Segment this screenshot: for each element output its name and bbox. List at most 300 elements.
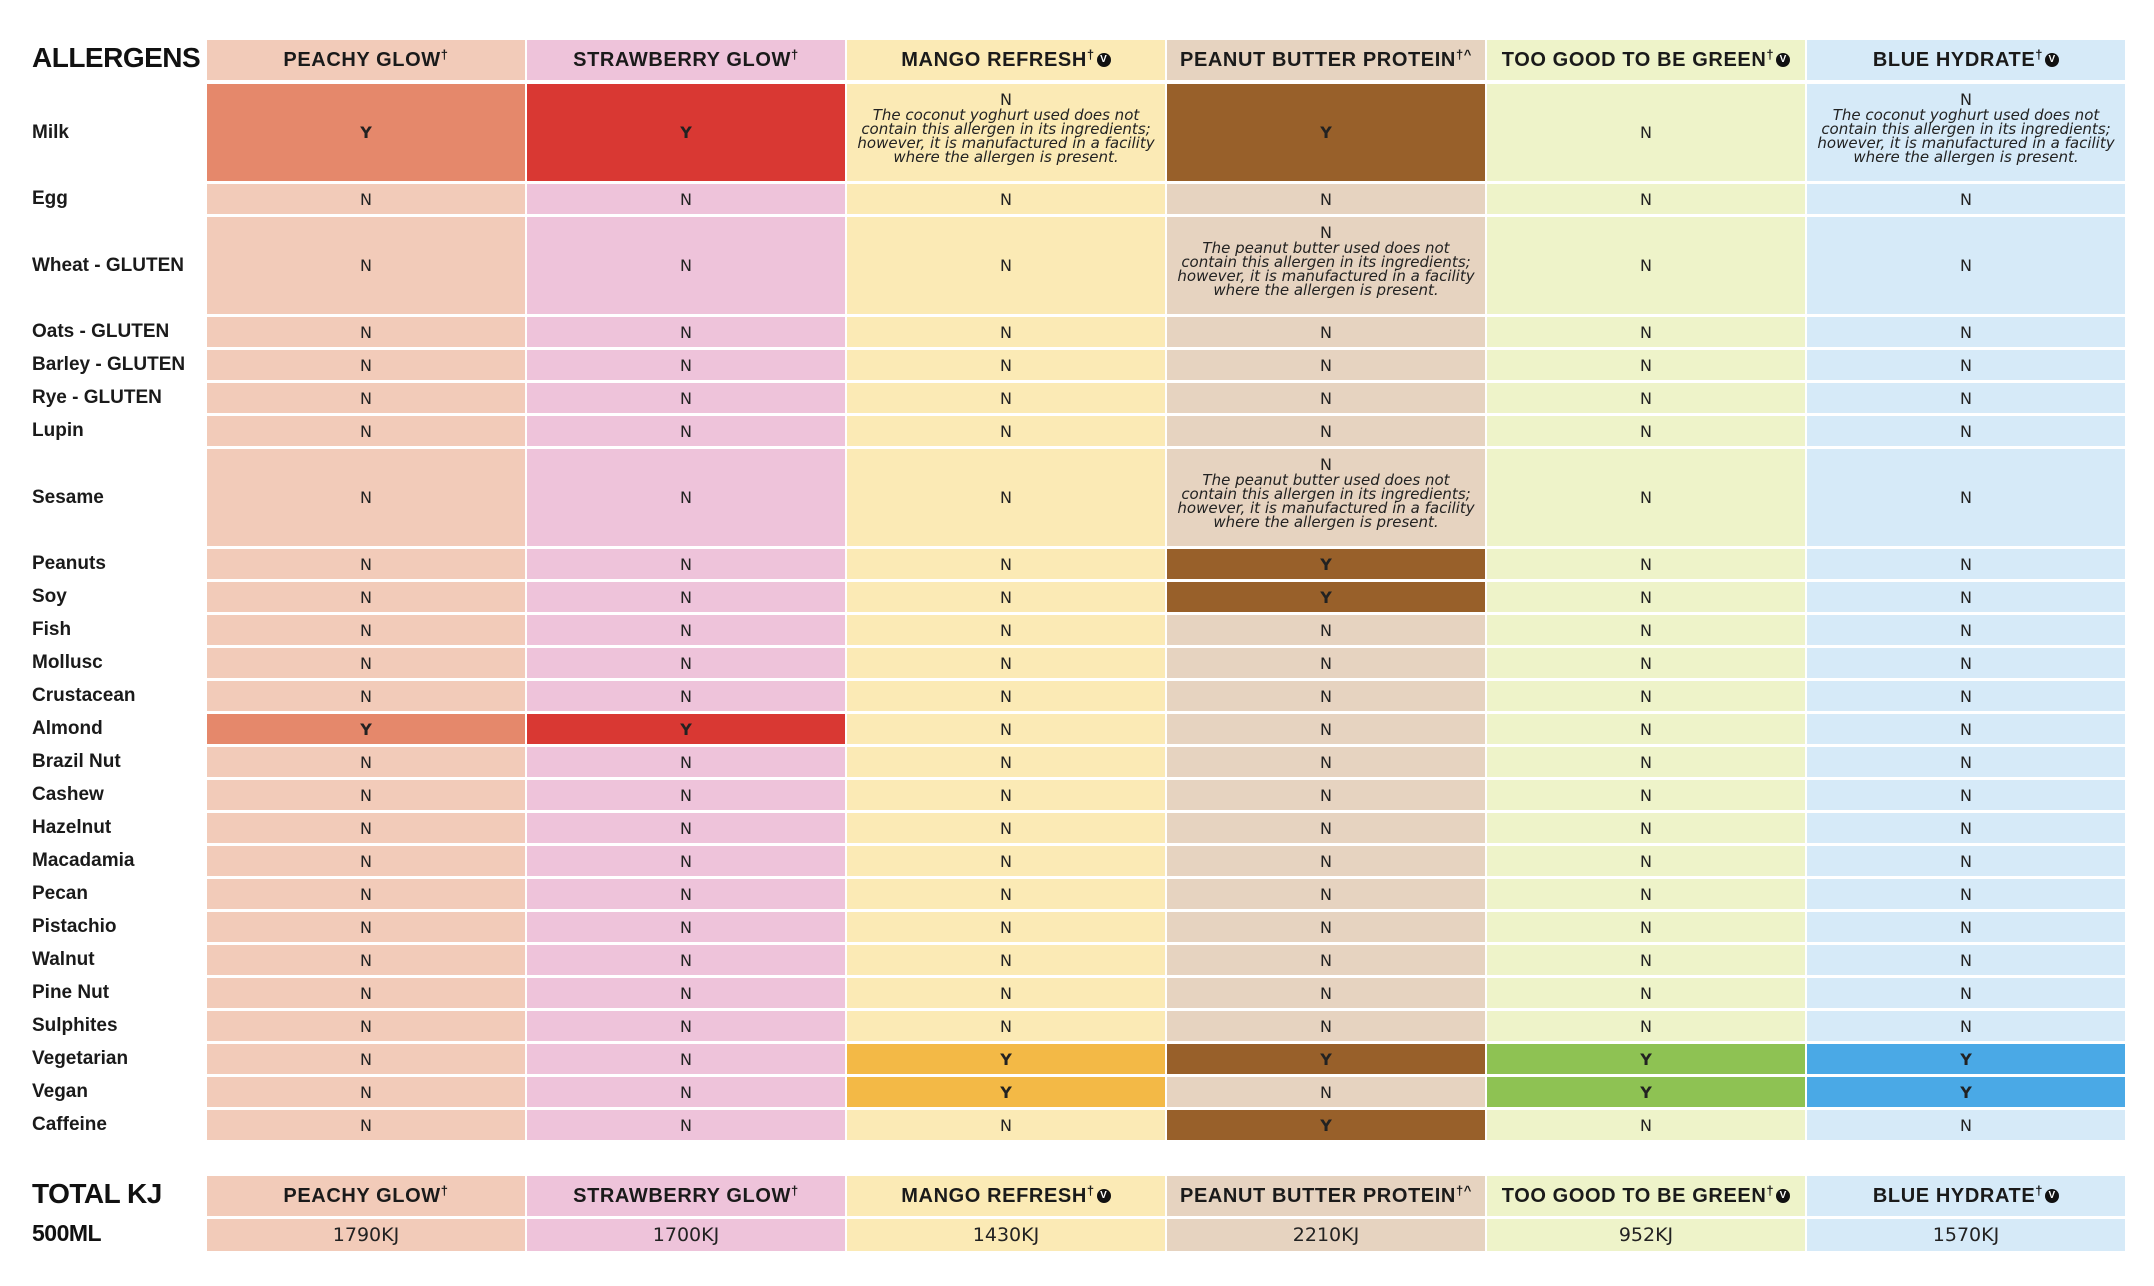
- kj-value-cell: 1700KJ: [527, 1219, 845, 1251]
- allergen-label: Vegetarian: [32, 1048, 129, 1069]
- kj-column-header: [527, 1176, 845, 1216]
- allergen-cell: [207, 549, 525, 579]
- cell-value: N: [1320, 785, 1332, 805]
- cell-value: N: [1960, 554, 1972, 574]
- allergen-cell: [1807, 582, 2125, 612]
- allergen-cell: [207, 813, 525, 843]
- cell-value: N: [360, 653, 372, 673]
- allergen-cell: [847, 879, 1165, 909]
- cell-value: N: [1960, 1016, 1972, 1036]
- allergen-cell: [1167, 1044, 1485, 1074]
- cell-note: The coconut yoghurt used does not contain this allergen in its ingredients; however, it is manufactured in a facility where the allergen is present.: [1817, 106, 2115, 166]
- allergen-label: Macadamia: [32, 850, 135, 871]
- allergen-cell: [1807, 879, 2125, 909]
- cell-value: N: [360, 587, 372, 607]
- allergen-cell: [527, 681, 845, 711]
- allergen-label: Barley - GLUTEN: [32, 354, 186, 375]
- allergen-cell: [527, 1077, 845, 1107]
- allergen-cell: [1167, 1011, 1485, 1041]
- cell-value: N: [360, 189, 372, 209]
- cell-note: The coconut yoghurt used does not contain this allergen in its ingredients; however, it is manufactured in a facility where the allergen is present.: [857, 106, 1155, 166]
- vegan-icon: V: [1776, 53, 1790, 67]
- allergen-cell: [527, 912, 845, 942]
- column-name: MANGO REFRESH: [901, 48, 1087, 71]
- allergen-cell: [1167, 945, 1485, 975]
- cell-value: N: [680, 421, 692, 441]
- allergen-cell: [1807, 1011, 2125, 1041]
- allergen-cell: [527, 582, 845, 612]
- cell-value: N: [360, 752, 372, 772]
- column-marks: †: [791, 46, 799, 62]
- cell-value: N: [1960, 421, 1972, 441]
- vegan-icon: V: [1776, 1189, 1790, 1203]
- column-name: MANGO REFRESH: [901, 1184, 1087, 1207]
- cell-value: N: [1640, 554, 1652, 574]
- allergens-column-header: [1487, 40, 1805, 80]
- allergen-label: Egg: [32, 188, 68, 209]
- allergen-label: Milk: [32, 121, 69, 143]
- allergen-cell: [1487, 1044, 1805, 1074]
- cell-value: N: [680, 917, 692, 937]
- allergen-cell: [847, 383, 1165, 413]
- cell-value: N: [1000, 686, 1012, 706]
- allergen-cell: [1487, 813, 1805, 843]
- allergen-cell: [527, 879, 845, 909]
- allergen-cell: [207, 945, 525, 975]
- allergen-cell: [207, 615, 525, 645]
- cell-value: N: [1320, 653, 1332, 673]
- allergen-cell: [847, 1077, 1165, 1107]
- allergen-cell: [1487, 912, 1805, 942]
- allergen-cell: [527, 416, 845, 446]
- allergen-cell: [1487, 217, 1805, 314]
- allergen-cell: [1807, 217, 2125, 314]
- allergen-cell: [527, 217, 845, 314]
- cell-value: N: [680, 1049, 692, 1069]
- cell-value: N: [1000, 752, 1012, 772]
- vegan-icon: V: [1097, 1189, 1111, 1203]
- allergen-cell: [207, 317, 525, 347]
- allergen-cell: [527, 813, 845, 843]
- allergen-label: Caffeine: [32, 1114, 107, 1135]
- cell-value: N: [1000, 719, 1012, 739]
- allergen-label: Sulphites: [32, 1015, 118, 1036]
- cell-value: N: [1640, 917, 1652, 937]
- allergen-cell: [847, 978, 1165, 1008]
- column-name: TOO GOOD TO BE GREEN: [1501, 1184, 1767, 1207]
- allergens-column-header: [207, 40, 525, 80]
- kj-value-cell: 1430KJ: [847, 1219, 1165, 1251]
- cell-value: N: [1960, 818, 1972, 838]
- cell-value: N: [680, 256, 692, 275]
- cell-value: N: [680, 1016, 692, 1036]
- allergen-cell: [1487, 449, 1805, 546]
- cell-value: N: [1960, 90, 1972, 109]
- cell-value: N: [360, 355, 372, 375]
- allergen-cell: [207, 1011, 525, 1041]
- allergen-cell: [1807, 648, 2125, 678]
- cell-value: Y: [1320, 554, 1332, 574]
- cell-value: N: [1320, 884, 1332, 904]
- cell-value: N: [1320, 189, 1332, 209]
- cell-value: N: [1000, 917, 1012, 937]
- allergen-cell: [1487, 84, 1805, 181]
- allergen-cell: [847, 317, 1165, 347]
- cell-value: N: [1320, 455, 1332, 474]
- cell-value: N: [1640, 322, 1652, 342]
- cell-value: N: [1320, 322, 1332, 342]
- allergen-cell: [847, 912, 1165, 942]
- allergen-cell: [1487, 1110, 1805, 1140]
- column-name: PEANUT BUTTER PROTEIN: [1180, 48, 1456, 71]
- column-marks: †: [1766, 46, 1775, 62]
- allergen-cell: [207, 383, 525, 413]
- cell-value: N: [360, 421, 372, 441]
- allergen-cell: [527, 350, 845, 380]
- allergen-cell: [1167, 449, 1485, 546]
- allergen-cell: [847, 549, 1165, 579]
- allergen-cell: [1487, 615, 1805, 645]
- cell-value: N: [1640, 851, 1652, 871]
- cell-value: N: [680, 851, 692, 871]
- allergen-label: Crustacean: [32, 685, 136, 706]
- column-marks: †: [1086, 46, 1095, 62]
- cell-value: N: [1960, 653, 1972, 673]
- cell-value: N: [1320, 421, 1332, 441]
- cell-value: N: [1000, 256, 1012, 275]
- cell-value: N: [1640, 1016, 1652, 1036]
- allergen-cell: [1807, 416, 2125, 446]
- allergen-cell: [1807, 350, 2125, 380]
- vegan-icon: V: [2045, 1189, 2059, 1203]
- cell-value: N: [1960, 388, 1972, 408]
- cell-value: N: [1960, 785, 1972, 805]
- allergen-cell: [1487, 1077, 1805, 1107]
- cell-value: N: [680, 950, 692, 970]
- cell-value: N: [1000, 950, 1012, 970]
- kj-column-header: [207, 1176, 525, 1216]
- kj-value-cell: 1790KJ: [207, 1219, 525, 1251]
- cell-value: N: [360, 256, 372, 275]
- cell-value: N: [1640, 488, 1652, 507]
- cell-value: N: [680, 620, 692, 640]
- column-marks: †^: [1455, 1182, 1472, 1198]
- allergen-cell: [1487, 945, 1805, 975]
- allergen-label: Soy: [32, 586, 67, 607]
- cell-value: N: [1960, 189, 1972, 209]
- column-name: STRAWBERRY GLOW: [573, 48, 792, 71]
- allergen-cell: [527, 780, 845, 810]
- allergen-cell: [1807, 813, 2125, 843]
- allergen-cell: [527, 449, 845, 546]
- allergen-cell: [527, 615, 845, 645]
- allergens-title: ALLERGENS: [32, 42, 201, 73]
- cell-value: N: [360, 322, 372, 342]
- cell-value: N: [1640, 818, 1652, 838]
- cell-value: Y: [360, 719, 372, 739]
- cell-value: Y: [1960, 1049, 1972, 1069]
- cell-value: N: [1960, 851, 1972, 871]
- allergen-cell: [527, 945, 845, 975]
- allergen-cell: [527, 549, 845, 579]
- allergen-label: Wheat - GLUTEN: [32, 254, 184, 276]
- cell-value: N: [1640, 950, 1652, 970]
- allergens-column-header: [527, 40, 845, 80]
- cell-value: N: [1960, 686, 1972, 706]
- allergen-cell: [1487, 350, 1805, 380]
- allergen-label: Brazil Nut: [32, 751, 121, 772]
- cell-value: N: [1320, 620, 1332, 640]
- kj-value-cell: 1570KJ: [1807, 1219, 2125, 1251]
- allergen-label: Vegan: [32, 1081, 88, 1102]
- allergen-cell: [1167, 549, 1485, 579]
- allergen-cell: [1167, 780, 1485, 810]
- allergen-cell: [1167, 1077, 1485, 1107]
- allergen-cell: [527, 84, 845, 181]
- column-marks: †: [2035, 1182, 2044, 1198]
- allergen-cell: [1807, 1110, 2125, 1140]
- cell-value: N: [680, 355, 692, 375]
- allergen-cell: [207, 1044, 525, 1074]
- cell-value: N: [1000, 488, 1012, 507]
- cell-value: Y: [1960, 1082, 1972, 1102]
- cell-value: N: [1640, 421, 1652, 441]
- allergen-cell: [1807, 383, 2125, 413]
- cell-value: N: [1320, 851, 1332, 871]
- allergen-cell: [1807, 1044, 2125, 1074]
- allergen-cell: [1487, 416, 1805, 446]
- column-name: STRAWBERRY GLOW: [573, 1184, 792, 1207]
- cell-value: N: [360, 388, 372, 408]
- allergen-cell: [1167, 184, 1485, 214]
- kj-column-header: [847, 1176, 1165, 1216]
- allergens-column-header: [847, 40, 1165, 80]
- column-name: PEACHY GLOW: [283, 1184, 441, 1207]
- cell-value: N: [1960, 950, 1972, 970]
- cell-value: Y: [680, 719, 692, 739]
- allergen-cell: [1807, 1077, 2125, 1107]
- allergen-cell: [1167, 879, 1485, 909]
- cell-value: N: [360, 917, 372, 937]
- allergen-label: Pistachio: [32, 916, 117, 937]
- allergen-label: Almond: [32, 718, 103, 739]
- cell-value: N: [1320, 950, 1332, 970]
- cell-value: Y: [1640, 1082, 1652, 1102]
- allergen-cell: [1167, 84, 1485, 181]
- allergen-cell: [847, 1011, 1165, 1041]
- cell-value: Y: [1640, 1049, 1652, 1069]
- column-name: PEANUT BUTTER PROTEIN: [1180, 1184, 1456, 1207]
- cell-value: N: [1000, 90, 1012, 109]
- allergens-column-header: [1807, 40, 2125, 80]
- allergen-cell: [1167, 1110, 1485, 1140]
- cell-value: N: [1960, 322, 1972, 342]
- column-name: PEACHY GLOW: [283, 48, 441, 71]
- cell-value: N: [1000, 884, 1012, 904]
- allergen-cell: [1167, 615, 1485, 645]
- cell-value: N: [360, 1082, 372, 1102]
- allergen-cell: [1167, 582, 1485, 612]
- cell-value: N: [680, 653, 692, 673]
- cell-value: N: [360, 950, 372, 970]
- column-marks: †: [2035, 46, 2044, 62]
- cell-value: N: [1960, 488, 1972, 507]
- allergen-cell: [207, 648, 525, 678]
- allergen-label: Sesame: [32, 486, 104, 508]
- allergen-cell: [1487, 978, 1805, 1008]
- column-name: BLUE HYDRATE: [1872, 48, 2036, 71]
- allergen-label: Cashew: [32, 784, 104, 805]
- allergen-cell: [207, 84, 525, 181]
- allergen-cell: [1167, 714, 1485, 744]
- cell-value: N: [1640, 123, 1652, 142]
- allergen-cell: [527, 1110, 845, 1140]
- cell-value: Y: [680, 123, 692, 142]
- cell-value: N: [1000, 851, 1012, 871]
- cell-value: N: [1960, 719, 1972, 739]
- allergen-label: Pecan: [32, 883, 88, 904]
- kj-column-header: [1167, 1176, 1485, 1216]
- allergen-label: Walnut: [32, 949, 95, 970]
- allergen-cell: [1167, 217, 1485, 314]
- allergen-cell: [207, 780, 525, 810]
- allergen-cell: [1167, 350, 1485, 380]
- cell-value: N: [1640, 1115, 1652, 1135]
- allergen-cell: [1487, 780, 1805, 810]
- cell-value: N: [680, 189, 692, 209]
- cell-value: N: [1000, 620, 1012, 640]
- allergen-cell: [1807, 714, 2125, 744]
- allergen-cell: [1807, 846, 2125, 876]
- allergen-cell: [1167, 813, 1485, 843]
- column-marks: †: [791, 1182, 799, 1198]
- vegan-icon: V: [2045, 53, 2059, 67]
- cell-value: Y: [1320, 1115, 1332, 1135]
- allergen-cell: [847, 449, 1165, 546]
- column-name: TOO GOOD TO BE GREEN: [1501, 48, 1767, 71]
- cell-value: N: [1000, 421, 1012, 441]
- allergen-cell: [1167, 912, 1485, 942]
- cell-value: N: [680, 1082, 692, 1102]
- allergen-label: Mollusc: [32, 652, 103, 673]
- cell-value: Y: [1000, 1049, 1012, 1069]
- allergen-cell: [207, 714, 525, 744]
- cell-value: Y: [1000, 1082, 1012, 1102]
- allergen-cell: [847, 615, 1165, 645]
- kj-subtitle: 500ML: [32, 1220, 102, 1246]
- allergen-cell: [527, 714, 845, 744]
- allergen-cell: [527, 184, 845, 214]
- allergen-cell: [1167, 383, 1485, 413]
- cell-value: N: [360, 983, 372, 1003]
- cell-value: N: [1640, 752, 1652, 772]
- allergen-cell: [847, 582, 1165, 612]
- allergen-cell: [207, 184, 525, 214]
- cell-value: N: [1960, 983, 1972, 1003]
- allergen-label: Hazelnut: [32, 817, 112, 838]
- allergen-cell: [847, 846, 1165, 876]
- allergen-cell: [1807, 780, 2125, 810]
- allergen-cell: [1807, 681, 2125, 711]
- cell-value: N: [360, 686, 372, 706]
- cell-value: N: [1000, 1115, 1012, 1135]
- allergen-cell: [1807, 945, 2125, 975]
- cell-value: N: [1960, 752, 1972, 772]
- allergen-cell: [207, 217, 525, 314]
- cell-value: N: [1320, 818, 1332, 838]
- cell-value: N: [1320, 223, 1332, 242]
- allergen-cell: [1487, 582, 1805, 612]
- allergen-cell: [1167, 317, 1485, 347]
- cell-value: N: [1000, 653, 1012, 673]
- column-marks: †: [440, 1182, 449, 1198]
- column-name: BLUE HYDRATE: [1872, 1184, 2036, 1207]
- allergen-cell: [1487, 549, 1805, 579]
- allergen-cell: [1807, 317, 2125, 347]
- cell-value: N: [1000, 587, 1012, 607]
- allergen-cell: [847, 217, 1165, 314]
- kj-value-cell: 2210KJ: [1167, 1219, 1485, 1251]
- cell-value: N: [680, 1115, 692, 1135]
- cell-value: N: [1640, 785, 1652, 805]
- cell-value: N: [1000, 1016, 1012, 1036]
- allergen-cell: [1807, 747, 2125, 777]
- vegan-icon: V: [1097, 53, 1111, 67]
- cell-value: N: [1640, 388, 1652, 408]
- cell-value: N: [680, 983, 692, 1003]
- allergen-cell: [207, 978, 525, 1008]
- allergen-label: Oats - GLUTEN: [32, 321, 170, 342]
- column-marks: †^: [1455, 46, 1472, 62]
- cell-value: N: [1000, 189, 1012, 209]
- allergen-label: Pine Nut: [32, 982, 110, 1003]
- cell-value: N: [680, 322, 692, 342]
- cell-value: N: [680, 388, 692, 408]
- cell-note: The peanut butter used does not contain this allergen in its ingredients; however, it is manufactured in a facility where the allergen is present.: [1177, 239, 1475, 299]
- cell-value: N: [360, 818, 372, 838]
- allergen-cell: [1487, 317, 1805, 347]
- allergen-cell: [847, 780, 1165, 810]
- allergen-cell: [1167, 416, 1485, 446]
- allergen-cell: [1167, 648, 1485, 678]
- allergen-cell: [847, 1110, 1165, 1140]
- allergen-cell: [1807, 912, 2125, 942]
- allergen-cell: [847, 747, 1165, 777]
- cell-value: N: [1000, 554, 1012, 574]
- cell-value: N: [1640, 653, 1652, 673]
- allergen-cell: [1807, 978, 2125, 1008]
- allergen-cell: [207, 350, 525, 380]
- cell-value: N: [1320, 983, 1332, 1003]
- allergen-cell: [1487, 879, 1805, 909]
- allergen-cell: [207, 449, 525, 546]
- cell-value: N: [1320, 1082, 1332, 1102]
- cell-value: N: [1960, 587, 1972, 607]
- allergen-label: Fish: [32, 619, 72, 640]
- allergen-cell: [1487, 747, 1805, 777]
- cell-value: N: [1320, 686, 1332, 706]
- cell-value: N: [1000, 388, 1012, 408]
- allergen-cell: [847, 350, 1165, 380]
- cell-value: N: [680, 752, 692, 772]
- cell-value: N: [1320, 1016, 1332, 1036]
- cell-note: The peanut butter used does not contain this allergen in its ingredients; however, it is manufactured in a facility where the allergen is present.: [1177, 471, 1475, 531]
- allergen-cell: [207, 747, 525, 777]
- cell-value: N: [1640, 686, 1652, 706]
- cell-value: N: [1960, 917, 1972, 937]
- cell-value: N: [1000, 983, 1012, 1003]
- allergen-cell: [847, 648, 1165, 678]
